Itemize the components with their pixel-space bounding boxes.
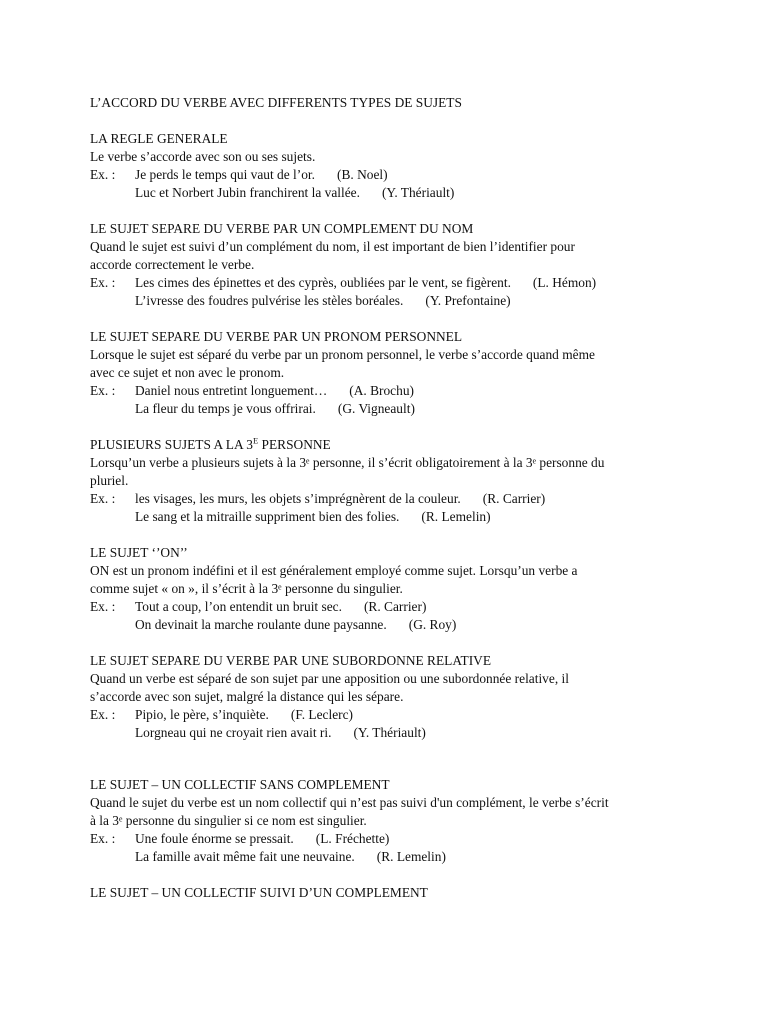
example-source: (R. Carrier) — [482, 491, 546, 506]
section-collectif-sans-complement — [90, 776, 690, 866]
example-line — [90, 400, 690, 418]
example-source: (G. Vigneault) — [337, 401, 415, 416]
section-subordonne-relative — [90, 652, 690, 742]
example-line — [90, 166, 690, 184]
example-line — [90, 724, 690, 742]
example-label: Ex. : — [90, 707, 116, 722]
example-sentence: La fleur du temps je vous offrirai. — [135, 401, 316, 416]
example-line — [90, 274, 690, 292]
example-source: (R. Lemelin) — [376, 849, 446, 864]
example-line — [90, 830, 690, 848]
section-text-line: Le verbe s’accorde avec son ou ses sujets. — [90, 149, 316, 164]
example-sentence: Luc et Norbert Jubin franchirent la vallée. — [135, 185, 360, 200]
example-source: (F. Leclerc) — [290, 707, 353, 722]
example-line — [90, 490, 690, 508]
example-line — [90, 184, 690, 202]
section-heading: LE SUJET SEPARE DU VERBE PAR UN PRONOM PERSONNEL — [90, 329, 463, 344]
example-source: (Y. Thériault) — [353, 725, 426, 740]
example-label: Ex. : — [90, 831, 116, 846]
example-source: (R. Lemelin) — [421, 509, 491, 524]
example-label: Ex. : — [90, 167, 116, 182]
example-sentence: Lorgneau qui ne croyait rien avait ri. — [135, 725, 332, 740]
example-source: (A. Brochu) — [349, 383, 414, 398]
section-pronom-personnel — [90, 328, 690, 418]
example-sentence: L’ivresse des foudres pulvérise les stèles boréales. — [135, 293, 404, 308]
document-title: L’ACCORD DU VERBE AVEC DIFFERENTS TYPES DE SUJETS — [90, 95, 462, 110]
example-sentence: Le sang et la mitraille suppriment bien des folies. — [135, 509, 400, 524]
example-source: (G. Roy) — [408, 617, 457, 632]
example-sentence: Je perds le temps qui vaut de l’or. — [135, 167, 315, 182]
section-plusieurs-sujets — [90, 436, 690, 526]
example-line — [90, 382, 690, 400]
example-label: Ex. : — [90, 491, 116, 506]
document-page — [90, 94, 690, 920]
example-label: Ex. : — [90, 275, 116, 290]
section-text-line: avec ce sujet et non avec le pronom. — [90, 365, 285, 380]
section-heading: LE SUJET ‘’ON’’ — [90, 545, 188, 560]
example-sentence: On devinait la marche roulante dune paysanne. — [135, 617, 387, 632]
example-sentence: Les cimes des épinettes et des cyprès, oubliées par le vent, se figèrent. — [135, 275, 511, 290]
section-complement-du-nom — [90, 220, 690, 310]
section-text-line: s’accorde avec son sujet, malgré la distance qui les sépare. — [90, 689, 404, 704]
section-text-line: Quand un verbe est séparé de son sujet par une apposition ou une subordonnée relative, il — [90, 671, 569, 686]
example-line — [90, 706, 690, 724]
example-source: (L. Hémon) — [532, 275, 597, 290]
section-regle-generale — [90, 130, 690, 202]
section-text-line: à la 3ᵉ personne du singulier si ce nom est singulier. — [90, 813, 367, 828]
section-text-line: accorde correctement le verbe. — [90, 257, 255, 272]
example-sentence: les visages, les murs, les objets s’imprégnèrent de la couleur. — [135, 491, 461, 506]
section-text-line: Lorsque le sujet est séparé du verbe par un pronom personnel, le verbe s’accorde quand même — [90, 347, 595, 362]
section-text-line: Quand le sujet est suivi d’un complément du nom, il est important de bien l’identifier pour — [90, 239, 575, 254]
example-label: Ex. : — [90, 599, 116, 614]
example-source: (R. Carrier) — [363, 599, 427, 614]
example-source: (B. Noel) — [337, 167, 388, 182]
example-sentence: La famille avait même fait une neuvaine. — [135, 849, 355, 864]
example-sentence: Daniel nous entretint longuement… — [135, 383, 328, 398]
section-heading: LE SUJET SEPARE DU VERBE PAR UN COMPLEMENT DU NOM — [90, 221, 474, 236]
example-line — [90, 848, 690, 866]
example-sentence: Pipio, le père, s’inquiète. — [135, 707, 269, 722]
example-line — [90, 598, 690, 616]
section-heading: LA REGLE GENERALE — [90, 131, 228, 146]
section-heading: PLUSIEURS SUJETS A LA $3^E$ PERSONNE — [90, 435, 331, 452]
section-collectif-suivi-complement — [90, 884, 690, 902]
section-heading: LE SUJET – UN COLLECTIF SANS COMPLEMENT — [90, 777, 390, 792]
example-sentence: Une foule énorme se pressait. — [135, 831, 294, 846]
section-text-line: comme sujet « on », il s’écrit à la 3ᵉ personne du singulier. — [90, 581, 403, 596]
example-sentence: Tout a coup, l’on entendit un bruit sec. — [135, 599, 342, 614]
section-heading: LE SUJET – UN COLLECTIF SUIVI D’UN COMPLEMENT — [90, 885, 428, 900]
example-line — [90, 616, 690, 634]
section-text-line: ON est un pronom indéfini et il est généralement employé comme sujet. Lorsqu’un verbe a — [90, 563, 578, 578]
example-label: Ex. : — [90, 383, 116, 398]
section-sujet-on — [90, 544, 690, 634]
section-text-line: Lorsqu’un verbe a plusieurs sujets à la 3ᵉ personne, il s’écrit obligatoirement à la 3ᵉ personne du — [90, 455, 605, 470]
example-source: (Y. Thériault) — [381, 185, 455, 200]
section-text-line: Quand le sujet du verbe est un nom collectif qui n’est pas suivi d'un complément, le verbe s’écrit — [90, 795, 609, 810]
example-source: (Y. Prefontaine) — [425, 293, 511, 308]
example-line — [90, 292, 690, 310]
example-source: (L. Fréchette) — [315, 831, 390, 846]
section-text-line: pluriel. — [90, 473, 129, 488]
example-line — [90, 508, 690, 526]
section-heading: LE SUJET SEPARE DU VERBE PAR UNE SUBORDONNE RELATIVE — [90, 653, 492, 668]
